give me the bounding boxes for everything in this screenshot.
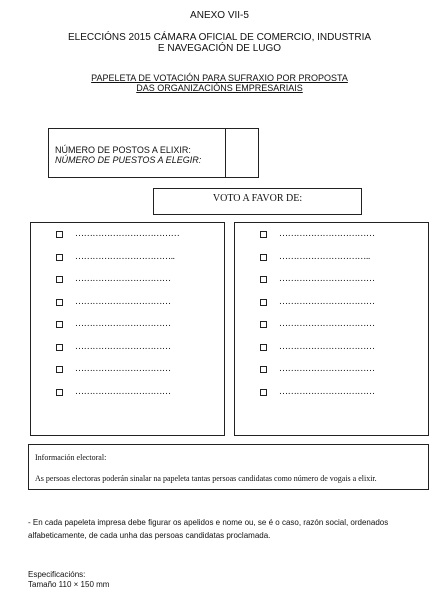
candidate-row	[31, 342, 224, 354]
info-box	[28, 444, 429, 490]
postos-labels	[55, 145, 201, 165]
candidate-checkbox[interactable]	[260, 231, 267, 238]
candidate-row	[31, 297, 224, 309]
candidate-checkbox[interactable]	[56, 254, 63, 261]
candidate-name-line: ……………………………	[75, 318, 171, 328]
postos-divider	[225, 129, 226, 177]
info-title: Información electoral:	[35, 453, 107, 462]
candidate-row	[235, 252, 428, 264]
candidate-checkbox[interactable]	[260, 254, 267, 261]
candidate-row	[31, 387, 224, 399]
spec-size: Tamaño 110 × 150 mm	[28, 580, 110, 589]
postos-box	[48, 128, 259, 178]
candidate-column-left	[30, 222, 225, 436]
candidate-row	[235, 364, 428, 376]
candidate-name-line: ……………………………	[75, 385, 171, 396]
candidate-checkbox[interactable]	[260, 321, 267, 328]
ballot-subtitle-line1: PAPELETA DE VOTACIÓN PARA SUFRAXIO POR PROPOSTA	[91, 73, 348, 83]
candidate-name-line: ……………………………	[75, 340, 171, 351]
candidate-row	[235, 274, 428, 286]
candidate-checkbox[interactable]	[260, 276, 267, 283]
candidate-row	[235, 229, 428, 241]
candidate-row	[31, 252, 224, 264]
candidate-checkbox[interactable]	[56, 366, 63, 373]
candidate-name-line: …………………………..	[279, 250, 370, 261]
candidate-name-line: ……………………………	[75, 295, 171, 306]
candidate-name-line: ……………………………	[279, 295, 375, 306]
candidate-name-line: ……………………………	[279, 318, 375, 328]
candidate-name-line: ……………………………	[279, 385, 375, 396]
candidate-name-line: ……………………………	[75, 363, 171, 373]
candidate-checkbox[interactable]	[260, 344, 267, 351]
candidate-checkbox[interactable]	[260, 366, 267, 373]
postos-label-gl: NÚMERO DE POSTOS A ELIXIR:	[55, 145, 191, 155]
candidate-checkbox[interactable]	[56, 389, 63, 396]
candidate-name-line: ……………………………..	[75, 250, 175, 261]
candidate-checkbox[interactable]	[56, 299, 63, 306]
annex-title: ANEXO VII-5	[190, 10, 249, 21]
candidate-name-line: ……………………………	[279, 228, 375, 238]
candidate-checkbox[interactable]	[56, 321, 63, 328]
spec-label: Especificacións:	[28, 570, 86, 579]
postos-label-es: NÚMERO DE PUESTOS A ELEGIR:	[55, 155, 202, 165]
footnote: - En cada papeleta impresa debe figurar os apelidos e nome ou, se é o caso, razón social, ordenados alfabeticamente, de cada unha das persoas candidatas proclamada.	[28, 518, 389, 540]
election-title-line1: ELECCIÓNS 2015 CÁMARA OFICIAL DE COMERCIO, INDUSTRIA	[67, 32, 372, 43]
candidate-row	[235, 297, 428, 309]
voto-box: VOTO A FAVOR DE:	[153, 188, 362, 215]
specifications	[28, 570, 109, 590]
info-text: As persoas electoras poderán sinalar na papeleta tantas persoas candidatas como número de vogais a elixir.	[35, 474, 377, 483]
candidate-checkbox[interactable]	[260, 299, 267, 306]
candidate-name-line: ……………………………	[75, 273, 171, 283]
candidate-name-line: ……………………………	[279, 363, 375, 373]
candidate-row	[31, 364, 224, 376]
candidate-row	[235, 319, 428, 331]
candidate-row	[235, 387, 428, 399]
candidate-checkbox[interactable]	[260, 389, 267, 396]
candidate-checkbox[interactable]	[56, 231, 63, 238]
candidate-name-line: ……………………………	[279, 340, 375, 351]
candidate-row	[31, 274, 224, 286]
candidate-row	[31, 319, 224, 331]
candidate-checkbox[interactable]	[56, 276, 63, 283]
candidate-name-line: ………………………………	[75, 228, 180, 238]
ballot-subtitle-line2: DAS ORGANIZACIÓNS EMPRESARIAIS	[136, 83, 303, 93]
candidate-row	[235, 342, 428, 354]
candidate-row	[31, 229, 224, 241]
candidate-column-right	[234, 222, 429, 436]
election-title-line2: E NAVEGACIÓN DE LUGO	[157, 43, 282, 54]
candidate-name-line: ……………………………	[279, 273, 375, 283]
candidate-checkbox[interactable]	[56, 344, 63, 351]
